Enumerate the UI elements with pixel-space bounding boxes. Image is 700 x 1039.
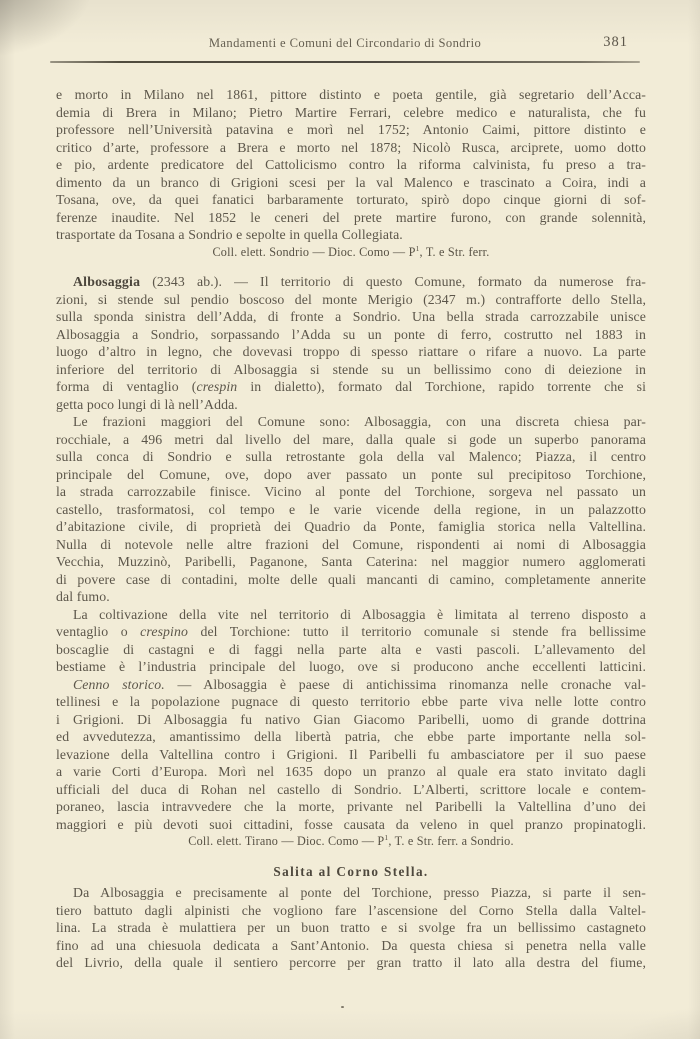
text-line: ventaglio o crespino del Torchione: tutto il territorio comunale si stende fra bellissime [56, 624, 647, 639]
text-line: Tosana, ove, da quei fanatici barbaramente torturato, spirò dopo cinque giorni di sof- [56, 192, 646, 207]
text-line: rocchiale, a 496 metri dal livello del mare, dalla quale si gode un superbo panorama [56, 431, 646, 447]
paragraph [56, 413, 646, 606]
text-line: Albosaggia (2343 ab.). — Il territorio di questo Comune, formato da numerose fra- [73, 274, 646, 289]
text-line: La coltivazione della vite nel territorio di Albosaggia è limitata al terreno disposto a [73, 606, 646, 622]
page-number: 381 [603, 34, 628, 50]
text-line: tellinesi e la popolazione pugnace di questo territorio ebbe parte viva nelle lotte contro [56, 694, 646, 709]
text-line: demia di Brera in Milano; Pietro Martire Ferrari, celebre medico e naturalista, che fu [56, 104, 646, 120]
superscript: 1 [415, 243, 420, 253]
text-line: Da Albosaggia e precisamente al ponte del Torchione, presso Piazza, si parte il sen- [73, 885, 646, 900]
text-line: a varie Corti d’Europa. Morì nel 1635 dopo un pranzo al quale era stato invitato dagli [56, 764, 646, 779]
paragraph [56, 273, 646, 413]
paragraph [56, 86, 646, 244]
italic-text: crespino [140, 624, 188, 639]
italic-text: Cenno storico. [73, 676, 165, 692]
text-line: ed avvedutezza, amantissimo della libertà patria, che ebbe parte importante nella sol- [56, 729, 646, 744]
text-line: zioni, si stende sul pendio boscoso del monte Merigio (2347 m.) contrafforte dello Stella, [56, 291, 646, 307]
text-line: poraneo, lascia intravvedere che la morte, privante nel Paribelli la Valtellina d’uno dei [56, 799, 646, 814]
text-line: castello, trasformatosi, col tempo e le varie vicende della regione, in un palazzotto [56, 501, 646, 517]
text-line: la strada carrozzabile finisce. Vicino al ponte del Torchione, sorgeva nel passato un [56, 484, 646, 499]
text-line: e morto in Milano nel 1861, pittore distinto e poeta gentile, già segretario dell’Acca- [56, 87, 646, 102]
reference-note: Coll. elett. Sondrio — Dioc. Como — $P^1$, T. e Str. ferr. [212, 243, 490, 259]
text-line: maggiori e più devoti suoi cittadini, fosse causata da veleno in quel pranzo propinatogli. [56, 816, 646, 832]
paragraph [56, 884, 646, 972]
text-line: dal fumo. [56, 589, 110, 604]
italic-text: crespin [196, 379, 238, 394]
bold-lead: Albosaggia [73, 274, 141, 289]
text-line: lina. La strada è mulattiera per un buon tratto e si svolge fra un bellissimo castagneto [56, 920, 646, 935]
paragraph [56, 606, 646, 676]
text-line: professore nell’Università patavina e morì nel 1752; Antonio Caimi, pittore distinto e [56, 122, 646, 137]
text-line: ufficiali del duca di Rohan nel castello di Sondrio. L’Alberti, scrittore locale e contem- [56, 781, 646, 797]
text-line: principale del Comune, ove, dopo aver passato un ponte sul precipitoso Torchione, [56, 466, 646, 482]
text-line: ferenze inaudite. Nel 1852 le ceneri del prete martire furono, con grande solennità, [56, 209, 646, 225]
text-line: bestiame è l’industria principale del luogo, ove si producono anche eccellenti latticini. [56, 659, 646, 674]
text-line: di povere case di contadini, molte delle quali mancanti di camino, completamente annerite [56, 571, 646, 587]
text-line: Cenno storico. — Albosaggia è paese di antichissima rinomanza nelle cronache val- [73, 676, 646, 692]
text-line: inferiore del territorio di Albosaggia si stende su un bellissimo cono di deiezione in [56, 361, 646, 377]
header-rule [50, 61, 640, 63]
text-line: forma di ventaglio (crespin in dialetto), formato dal Torchione, rapido torrente che si [56, 379, 646, 394]
text-line: Albosaggia a Sondrio, sorpassando l’Adda su un ponte di ferro, costrutto nel 1883 in [56, 326, 646, 342]
text-line: critico d’arte, professore a Brera e morto nel 1878; Nicolò Rusca, arciprete, uomo dotto [56, 139, 646, 155]
paragraph [56, 676, 646, 834]
text-line: luogo d’altro in legno, che dovevasi troppo di spesso riattare o rifare a nuovo. La parte [56, 344, 646, 359]
text-line: sulla conca di Sondrio e sulla retrostante gola della val Malenco; Piazza, il centro [56, 449, 646, 464]
text-line: getta poco lungi di là nell’Adda. [56, 396, 238, 412]
text-line: fino ad una chiesuola dedicata a Sant’Antonio. Da questa chiesa si penetra nella valle [56, 937, 646, 953]
text-line: boscaglie di castagni e di faggi nella parte alta e vasti pascoli. L’allevamento del [56, 641, 646, 657]
text-line: e pio, ardente predicatore del Cattolicismo contro la riforma calvinista, fu preso a tra- [56, 157, 646, 172]
text-line: Le frazioni maggiori del Comune sono: Albosaggia, con una discreta chiesa par- [73, 414, 646, 429]
text-line: i Grigioni. Di Albosaggia fu nativo Gian Giacomo Paribelli, uomo di grande dottrina [56, 711, 646, 727]
text-line: dimento da un branco di Grigioni scesi per la val Malenco e trascinato a Coira, indi a [56, 174, 646, 190]
reference-note: Coll. elett. Tirano — Dioc. Como — $P^1$, T. e Str. ferr. a Sondrio. [188, 832, 514, 848]
running-title: Mandamenti e Comuni del Circondario di Sondrio [208, 36, 482, 50]
section-heading: Salita al Corno Stella. [273, 863, 429, 879]
text-line: del Livrio, della quale il sentiero percorre per gran tratto il lato alla destra del fiume, [56, 955, 646, 970]
text-column [56, 86, 646, 972]
text-line: sulla sponda sinistra dell’Adda, di fronte a Sondrio. Una bella strada carrozzabile unisce [56, 309, 646, 324]
text-line: levazione della Valtellina contro i Grigioni. Il Paribelli fu ambasciatore per il suo paese [56, 746, 646, 762]
text-line: trasportate da Tosana a Sondrio e sepolte in quella Collegiata. [56, 227, 403, 242]
ink-speck [341, 1006, 344, 1008]
superscript: 1 [384, 832, 389, 842]
text-line: d’abitazione civile, di proprietà dei Quadrio da Ponte, famiglia storica nella Valtellina. [56, 519, 646, 534]
text-line: tiero battuto dagli alpinisti che vogliono fare l’ascensione del Corno Stella dalla Valtel- [56, 902, 646, 918]
text-line: Nulla di notevole nelle altre frazioni del Comune, rispondenti ai nomi di Albosaggia [56, 536, 646, 552]
text-line: Vecchia, Muzzinò, Paribelli, Paganone, Santa Caterina: nel maggior numero agglomerati [56, 554, 646, 569]
